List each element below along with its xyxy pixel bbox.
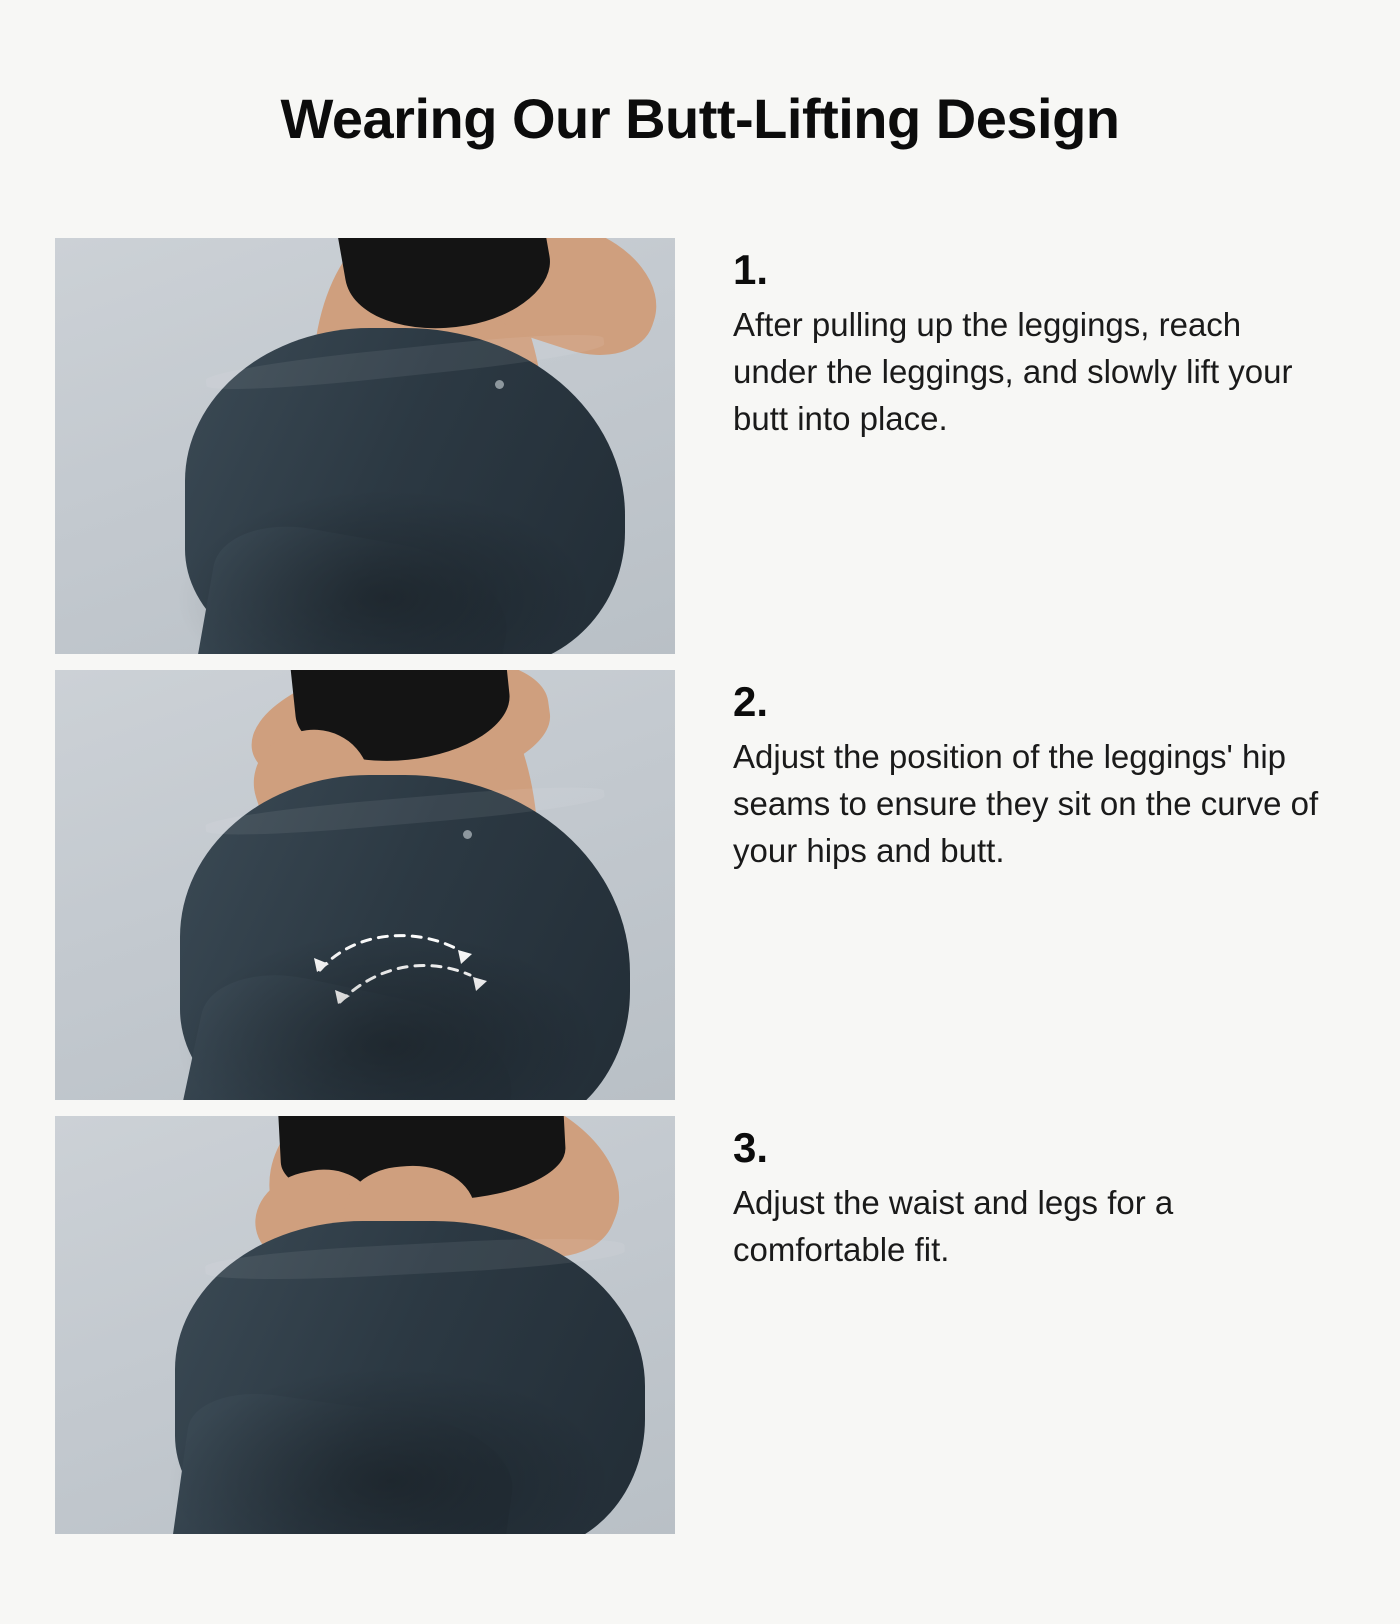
photo-shadow <box>165 1366 615 1534</box>
steps-list <box>55 238 1350 1550</box>
step-number: 3. <box>733 1124 769 1171</box>
step-description: After pulling up the leggings, reach under the leggings, and slowly lift your butt into place. <box>733 306 1293 437</box>
logo-dot-icon <box>495 380 504 389</box>
photo-shadow <box>175 930 605 1100</box>
step-1-text-column <box>675 238 1350 443</box>
step-description: Adjust the position of the leggings' hip seams to ensure they sit on the curve of your hips and butt. <box>733 738 1319 869</box>
step-2-text-column <box>675 670 1350 875</box>
step-1-photo <box>55 238 675 654</box>
step-3-text-column <box>675 1116 1350 1274</box>
page-title: Wearing Our Butt-Lifting Design <box>280 87 1120 150</box>
step-number: 2. <box>733 678 769 725</box>
list-item <box>55 1116 1350 1534</box>
step-2-photo <box>55 670 675 1100</box>
photo-shadow <box>175 488 595 654</box>
step-number: 1. <box>733 246 769 293</box>
list-item <box>55 238 1350 654</box>
list-item <box>55 670 1350 1100</box>
step-3-photo <box>55 1116 675 1534</box>
step-description: Adjust the waist and legs for a comfortable fit. <box>733 1184 1174 1268</box>
